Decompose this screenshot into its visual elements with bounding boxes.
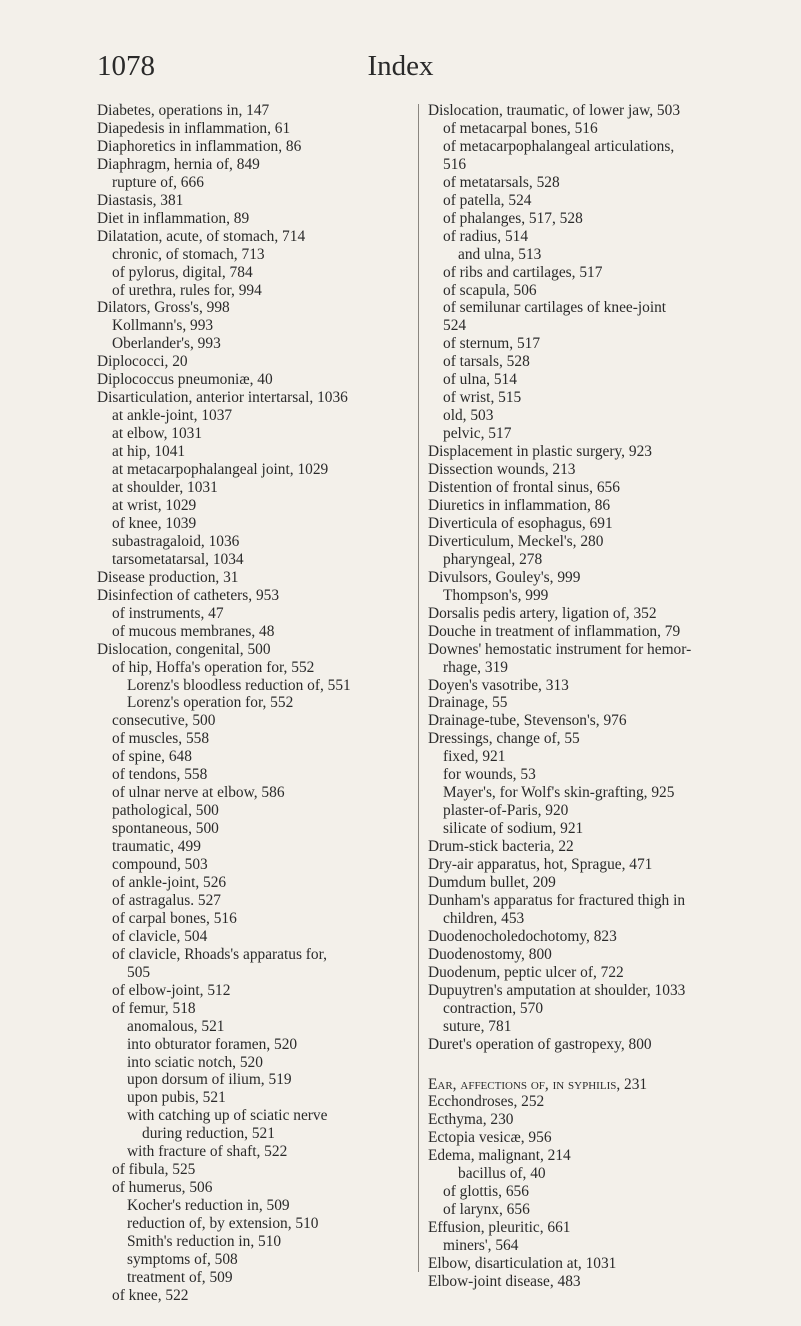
index-entry: at hip, 1041 bbox=[112, 443, 186, 461]
index-entry: symptoms of, 508 bbox=[127, 1251, 238, 1268]
index-entry: contraction, 570 bbox=[443, 999, 544, 1017]
index-column-right bbox=[428, 102, 758, 1291]
index-entry: Dissection wounds, 213 bbox=[428, 461, 576, 479]
index-column-left bbox=[97, 102, 412, 1305]
index-entry: into obturator foramen, 520 bbox=[127, 1035, 298, 1053]
index-entry: Disarticulation, anterior intertarsal, 1036 bbox=[97, 389, 348, 407]
page-number: 1078 bbox=[97, 50, 155, 82]
index-entry: of pylorus, digital, 784 bbox=[112, 263, 253, 281]
index-entry: Elbow-joint disease, 483 bbox=[428, 1273, 581, 1290]
index-entry: subastragaloid, 1036 bbox=[112, 532, 240, 550]
index-entry: Smith's reduction in, 510 bbox=[127, 1233, 282, 1251]
index-entry: Ecchondroses, 252 bbox=[428, 1093, 545, 1111]
index-entry: Effusion, pleuritic, 661 bbox=[428, 1219, 571, 1237]
index-entry: of hip, Hoffa's operation for, 552 bbox=[112, 658, 315, 676]
index-entry: with catching up of sciatic nerve bbox=[127, 1107, 328, 1125]
index-entry: upon pubis, 521 bbox=[127, 1089, 226, 1107]
index-entry: Drainage-tube, Stevenson's, 976 bbox=[428, 712, 627, 730]
index-entry: Kocher's reduction in, 509 bbox=[127, 1197, 290, 1215]
index-entry: Dupuytren's amputation at shoulder, 1033 bbox=[428, 981, 686, 999]
index-entry: upon dorsum of ilium, 519 bbox=[127, 1071, 292, 1089]
index-entry: Distention of frontal sinus, 656 bbox=[428, 479, 620, 497]
index-entry: Oberlander's, 993 bbox=[112, 335, 221, 353]
index-entry: Dislocation, congenital, 500 bbox=[97, 640, 271, 658]
index-entry: Diplococci, 20 bbox=[97, 353, 188, 371]
index-entry: Dorsalis pedis artery, ligation of, 352 bbox=[428, 604, 657, 622]
index-entry: Diapedesis in inflammation, 61 bbox=[97, 119, 291, 137]
index-entry: 505 bbox=[127, 963, 151, 981]
page-title: Index bbox=[367, 50, 434, 82]
index-entry: plaster-of-Paris, 920 bbox=[443, 802, 569, 820]
page-header bbox=[0, 46, 801, 86]
index-entry: during reduction, 521 bbox=[142, 1125, 275, 1143]
index-entry: of semilunar cartilages of knee-joint bbox=[443, 299, 667, 317]
index-entry: Diverticula of esophagus, 691 bbox=[428, 514, 613, 532]
index-entry: of tendons, 558 bbox=[112, 766, 208, 784]
index-entry: Diaphragm, hernia of, 849 bbox=[97, 155, 260, 173]
index-entry: tarsometatarsal, 1034 bbox=[112, 550, 244, 568]
index-entry: of mucous membranes, 48 bbox=[112, 622, 275, 640]
index-entry: of phalanges, 517, 528 bbox=[443, 209, 583, 227]
index-entry: miners', 564 bbox=[443, 1237, 519, 1255]
index-entry: Drainage, 55 bbox=[428, 694, 508, 712]
index-entry: at wrist, 1029 bbox=[112, 496, 197, 514]
index-entry: of wrist, 515 bbox=[443, 389, 522, 407]
index-entry: Diverticulum, Meckel's, 280 bbox=[428, 532, 604, 550]
index-entry: Mayer's, for Wolf's skin-grafting, 925 bbox=[443, 784, 675, 802]
index-entry: Displacement in plastic surgery, 923 bbox=[428, 443, 652, 461]
index-entry: 524 bbox=[443, 317, 467, 335]
index-entry: Diabetes, operations in, 147 bbox=[97, 102, 270, 119]
index-entry: of metatarsals, 528 bbox=[443, 173, 560, 191]
index-entry: of scapula, 506 bbox=[443, 281, 537, 299]
index-entry: Disinfection of catheters, 953 bbox=[97, 586, 280, 604]
index-entry: chronic, of stomach, 713 bbox=[112, 245, 265, 263]
index-entry: fixed, 921 bbox=[443, 748, 506, 766]
index-entry: and ulna, 513 bbox=[458, 245, 542, 263]
index-entry: of patella, 524 bbox=[443, 191, 532, 209]
index-entry: Downes' hemostatic instrument for hemor- bbox=[428, 640, 692, 658]
index-entry: Drum-stick bacteria, 22 bbox=[428, 838, 574, 856]
index-entry: of ulnar nerve at elbow, 586 bbox=[112, 784, 285, 802]
index-entry: pathological, 500 bbox=[112, 802, 219, 820]
index-entry: Dunham's apparatus for fractured thigh in bbox=[428, 891, 686, 909]
index-entry: Edema, malignant, 214 bbox=[428, 1147, 571, 1165]
index-entry: Diaphoretics in inflammation, 86 bbox=[97, 137, 302, 155]
index-entry: Doyen's vasotribe, 313 bbox=[428, 676, 569, 694]
index-entry: at shoulder, 1031 bbox=[112, 479, 218, 497]
index-entry: Ectopia vesicæ, 956 bbox=[428, 1129, 552, 1147]
index-entry: Kollmann's, 993 bbox=[112, 317, 214, 335]
index-entry: reduction of, by extension, 510 bbox=[127, 1215, 319, 1233]
index-entry: with fracture of shaft, 522 bbox=[127, 1143, 288, 1161]
index-entry: of knee, 1039 bbox=[112, 514, 197, 532]
index-entry: Diastasis, 381 bbox=[97, 191, 184, 209]
index-entry: of spine, 648 bbox=[112, 748, 192, 766]
index-entry: Dressings, change of, 55 bbox=[428, 730, 580, 748]
index-entry: of clavicle, 504 bbox=[112, 927, 208, 945]
index-entry: Elbow, disarticulation at, 1031 bbox=[428, 1255, 617, 1273]
index-entry: compound, 503 bbox=[112, 856, 208, 874]
index-entry: Dilatation, acute, of stomach, 714 bbox=[97, 227, 306, 245]
index-entry: of instruments, 47 bbox=[112, 604, 224, 622]
index-entry: Lorenz's operation for, 552 bbox=[127, 694, 294, 712]
index-entry: of ribs and cartilages, 517 bbox=[443, 263, 603, 281]
index-entry: into sciatic notch, 520 bbox=[127, 1053, 263, 1071]
index-entry: consecutive, 500 bbox=[112, 712, 216, 730]
index-entry: at metacarpophalangeal joint, 1029 bbox=[112, 461, 329, 479]
index-entry: Duret's operation of gastropexy, 800 bbox=[428, 1035, 652, 1053]
index-entry: Duodenostomy, 800 bbox=[428, 945, 552, 963]
index-entry: children, 453 bbox=[443, 909, 525, 927]
index-entry: rupture of, 666 bbox=[112, 173, 204, 191]
index-entry: traumatic, 499 bbox=[112, 838, 201, 856]
index-entry: of ankle-joint, 526 bbox=[112, 873, 227, 891]
index-entry: 516 bbox=[443, 155, 467, 173]
index-entry: bacillus of, 40 bbox=[458, 1165, 546, 1183]
index-entry: silicate of sodium, 921 bbox=[443, 820, 584, 838]
index-entry: Diuretics in inflammation, 86 bbox=[428, 496, 611, 514]
index-entry: of tarsals, 528 bbox=[443, 353, 530, 371]
index-entry: Dry-air apparatus, hot, Sprague, 471 bbox=[428, 856, 653, 874]
index-entry: Disease production, 31 bbox=[97, 568, 239, 586]
index-entry: Divulsors, Gouley's, 999 bbox=[428, 568, 581, 586]
index-entry: of ulna, 514 bbox=[443, 371, 517, 389]
index-entry: of sternum, 517 bbox=[443, 335, 541, 353]
index-entry: treatment of, 509 bbox=[127, 1268, 233, 1286]
index-entry: of metacarpal bones, 516 bbox=[443, 119, 598, 137]
index-entry: of glottis, 656 bbox=[443, 1183, 529, 1201]
index-entry: of elbow-joint, 512 bbox=[112, 981, 231, 999]
index-entry: spontaneous, 500 bbox=[112, 820, 219, 838]
index-entry: Duodenocholedochotomy, 823 bbox=[428, 927, 617, 945]
index-entry: Ear, affections of, in syphilis, 231 bbox=[428, 1075, 648, 1093]
index-entry: pharyngeal, 278 bbox=[443, 550, 543, 568]
index-entry: Ecthyma, 230 bbox=[428, 1111, 514, 1129]
index-entry: at elbow, 1031 bbox=[112, 425, 203, 443]
section-gap bbox=[428, 1054, 758, 1076]
index-entry: old, 503 bbox=[443, 407, 494, 425]
index-entry: Diet in inflammation, 89 bbox=[97, 209, 250, 227]
column-divider bbox=[418, 104, 419, 1272]
index-entry: of femur, 518 bbox=[112, 999, 196, 1017]
index-entry: of muscles, 558 bbox=[112, 730, 210, 748]
index-entry: Douche in treatment of inflammation, 79 bbox=[428, 622, 681, 640]
index-entry: of fibula, 525 bbox=[112, 1161, 196, 1179]
index-entry: Diplococcus pneumoniæ, 40 bbox=[97, 371, 273, 389]
index-entry: of clavicle, Rhoads's apparatus for, bbox=[112, 945, 327, 963]
index-entry: of astragalus. 527 bbox=[112, 891, 221, 909]
index-entry: of urethra, rules for, 994 bbox=[112, 281, 262, 299]
index-entry: anomalous, 521 bbox=[127, 1017, 225, 1035]
index-entry: suture, 781 bbox=[443, 1017, 512, 1035]
index-entry: of carpal bones, 516 bbox=[112, 909, 237, 927]
index-entry: of metacarpophalangeal articulations, bbox=[443, 137, 675, 155]
index-entry: of larynx, 656 bbox=[443, 1201, 530, 1219]
index-entry: Dislocation, traumatic, of lower jaw, 503 bbox=[428, 102, 681, 119]
index-entry: Dumdum bullet, 209 bbox=[428, 873, 556, 891]
index-entry: of radius, 514 bbox=[443, 227, 529, 245]
index-entry: pelvic, 517 bbox=[443, 425, 512, 443]
index-entry: for wounds, 53 bbox=[443, 766, 536, 784]
index-entry: at ankle-joint, 1037 bbox=[112, 407, 233, 425]
index-entry: of knee, 522 bbox=[112, 1286, 189, 1304]
index-entry: Lorenz's bloodless reduction of, 551 bbox=[127, 676, 351, 694]
index-entry: Dilators, Gross's, 998 bbox=[97, 299, 230, 317]
index-entry: Thompson's, 999 bbox=[443, 586, 549, 604]
index-entry: of humerus, 506 bbox=[112, 1179, 213, 1197]
index-entry: rhage, 319 bbox=[443, 658, 508, 676]
index-entry: Duodenum, peptic ulcer of, 722 bbox=[428, 963, 624, 981]
